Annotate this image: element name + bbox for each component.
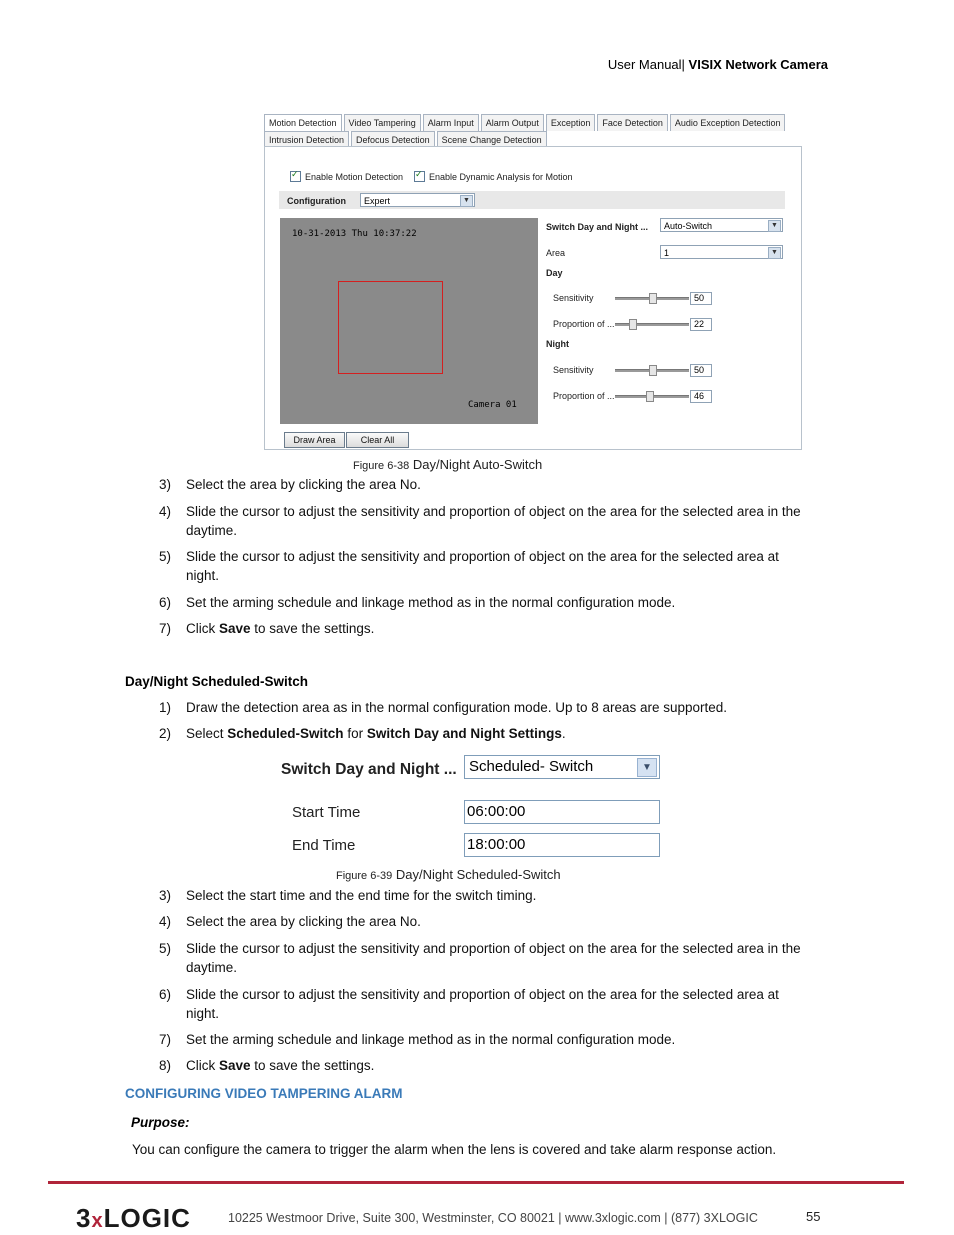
motion-detection-screenshot [264,112,802,450]
night-sensitivity-value[interactable]: 50 [690,364,712,377]
start-time-label: Start Time [292,804,361,821]
area-label: Area [546,248,566,258]
day-sensitivity-slider[interactable] [615,297,689,300]
list-item: 1) Draw the detection area as in the normal configuration mode. Up to 8 areas are supported. [159,700,728,715]
list-item: 7) Click Save to save the settings. [159,621,375,636]
night-sensitivity-slider[interactable] [615,369,689,372]
switch-day-night-select[interactable] [660,218,783,232]
night-proportion-slider[interactable] [615,395,689,398]
tab-exception[interactable]: Exception [546,114,596,131]
day-label: Day [546,268,563,278]
caption-text: Day/Night Scheduled-Switch [395,867,561,882]
checkbox-icon [290,171,301,182]
detection-area-box[interactable] [338,281,443,374]
caption-number: Figure 6-38 [353,460,410,472]
tab-video-tampering[interactable]: Video Tampering [344,114,421,131]
enable-motion-label: Enable Motion Detection [305,171,404,182]
fig2-switch-label: Switch Day and Night ... [281,761,457,778]
slider-handle[interactable] [646,391,654,402]
chevron-down-icon: ▼ [637,758,657,777]
figure-6-39-caption [336,867,561,882]
chevron-down-icon: ▼ [768,247,781,259]
tab-audio-exception-detection[interactable]: Audio Exception Detection [670,114,786,131]
slider-handle[interactable] [629,319,637,330]
camera-label: Camera 01 [468,400,517,410]
tab-motion-detection[interactable]: Motion Detection [264,114,342,131]
area-select[interactable] [660,245,783,259]
area-value: 1 [664,248,670,258]
header-prefix: User Manual| [607,57,685,72]
day-sensitivity-value[interactable]: 50 [690,292,712,305]
video-timestamp: 10-31-2013 Thu 10:37:22 [292,229,417,239]
end-time-field[interactable]: 18:00:00 [464,833,660,857]
video-preview[interactable] [280,218,538,424]
enable-dynamic-label: Enable Dynamic Analysis for Motion [429,171,573,182]
tab-face-detection[interactable]: Face Detection [597,114,668,131]
slider-handle[interactable] [649,293,657,304]
caption-number: Figure 6-39 [336,870,393,882]
caption-text: Day/Night Auto-Switch [412,457,543,472]
enable-dynamic-checkbox[interactable] [414,171,573,182]
page-number: 55 [806,1209,821,1224]
tab-alarm-output[interactable]: Alarm Output [481,114,544,131]
list-item: 4) Slide the cursor to adjust the sensitivity and proportion of object on the area for the selected area in the daytime. [159,504,801,538]
footer-divider [48,1181,904,1184]
footer-address: 10225 Westmoor Drive, Suite 300, Westminster, CO 80021 | www.3xlogic.com | (877) 3XLOGIC [228,1211,758,1225]
switch-day-night-value: Auto-Switch [664,221,713,231]
purpose-text: You can configure the camera to trigger the alarm when the lens is covered and take alarm response action. [132,1142,777,1157]
configuration-select[interactable] [360,193,475,207]
page-header [608,57,828,72]
enable-motion-checkbox[interactable] [290,171,403,182]
purpose-label: Purpose: [131,1115,190,1130]
start-time-field[interactable]: 06:00:00 [464,800,660,824]
list-item: 4) Select the area by clicking the area No. [159,914,421,929]
section-title: CONFIGURING VIDEO TAMPERING ALARM [125,1086,403,1101]
chevron-down-icon: ▼ [768,220,781,232]
checkbox-icon [414,171,425,182]
night-sensitivity-label: Sensitivity [553,365,594,375]
day-proportion-label: Proportion of ... [553,319,615,329]
company-logo: 3xLOGIC [76,1203,191,1233]
tab-scene-change-detection[interactable]: Scene Change Detection [437,131,547,148]
fig2-switch-value: Scheduled- Switch [469,758,594,775]
list-item: 6) Set the arming schedule and linkage method as in the normal configuration mode. [159,595,676,610]
tab-intrusion-detection[interactable]: Intrusion Detection [264,131,349,148]
tab-alarm-input[interactable]: Alarm Input [423,114,479,131]
list-item: 8) Click Save to save the settings. [159,1058,375,1073]
configuration-bar [279,191,785,209]
list-item: 7) Set the arming schedule and linkage method as in the normal configuration mode. [159,1032,676,1047]
configuration-value: Expert [364,196,391,206]
day-sensitivity-label: Sensitivity [553,293,594,303]
switch-day-night-label: Switch Day and Night ... [546,222,649,232]
fig2-switch-select[interactable] [464,755,660,779]
night-proportion-value[interactable]: 46 [690,390,712,403]
figure-6-38-caption [353,457,542,472]
list-item: 3) Select the area by clicking the area No. [159,477,421,492]
list-item: 2) Select Scheduled-Switch for Switch Day and Night Settings. [159,726,566,741]
configuration-label: Configuration [287,196,346,206]
day-proportion-value[interactable]: 22 [690,318,712,331]
list-item: 6) Slide the cursor to adjust the sensitivity and proportion of object on the area for the selected area at night. [159,987,779,1021]
tab-defocus-detection[interactable]: Defocus Detection [351,131,435,148]
tab-row-1 [264,114,787,131]
list-item: 5) Slide the cursor to adjust the sensitivity and proportion of object on the area for the selected area at night. [159,549,779,583]
list-item: 3) Select the start time and the end time for the switch timing. [159,888,537,903]
clear-all-button[interactable]: Clear All [346,432,409,448]
header-product: VISIX Network Camera [688,57,828,72]
night-label: Night [546,339,569,349]
day-proportion-slider[interactable] [615,323,689,326]
night-proportion-label: Proportion of ... [553,391,615,401]
draw-area-button[interactable]: Draw Area [284,432,345,448]
list-item: 5) Slide the cursor to adjust the sensitivity and proportion of object on the area for the selected area in the daytime. [159,941,801,975]
chevron-down-icon: ▼ [460,195,473,207]
end-time-label: End Time [292,837,356,854]
slider-handle[interactable] [649,365,657,376]
subheading: Day/Night Scheduled-Switch [125,674,309,689]
